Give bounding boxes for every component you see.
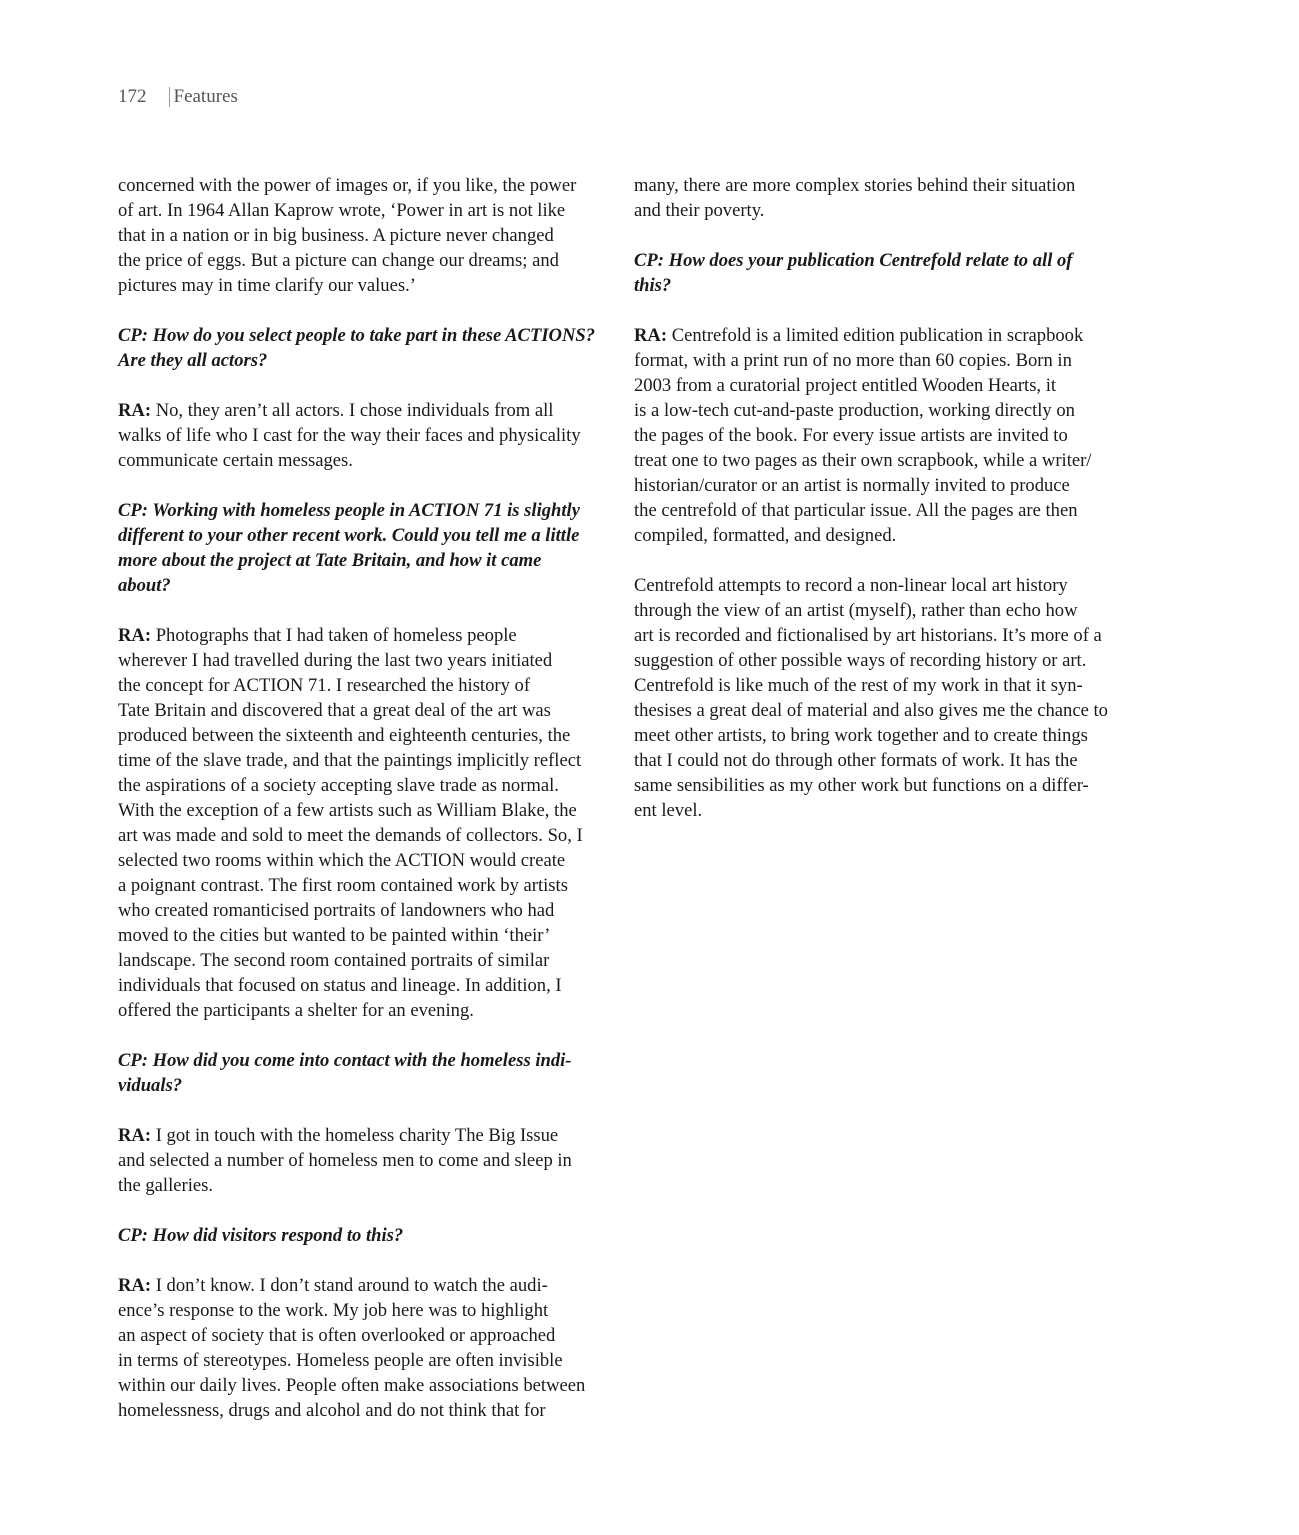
text-line: wherever I had travelled during the last two years initiated bbox=[118, 650, 553, 671]
text-line: the concept for ACTION 71. I researched the history of bbox=[118, 675, 531, 696]
text-line bbox=[634, 323, 1134, 348]
text-line: the centrefold of that particular issue. All the pages are then bbox=[634, 500, 1078, 521]
text-line bbox=[118, 398, 618, 423]
paragraph bbox=[634, 573, 1134, 823]
text-line: in terms of stereotypes. Homeless people are often invisible bbox=[118, 1350, 563, 1371]
text-line: 2003 from a curatorial project entitled Wooden Hearts, it bbox=[634, 375, 1057, 396]
text-line: homelessness, drugs and alcohol and do not think that for bbox=[118, 1400, 546, 1421]
interview-answer bbox=[634, 323, 1134, 548]
text-line bbox=[118, 1273, 618, 1298]
interview-question bbox=[118, 1048, 618, 1098]
text-line: treat one to two pages as their own scrapbook, while a writer/ bbox=[634, 450, 1092, 471]
text-line: an aspect of society that is often overlooked or approached bbox=[118, 1325, 556, 1346]
text-line: and their poverty. bbox=[634, 200, 765, 221]
text-line: CP: How did visitors respond to this? bbox=[118, 1225, 404, 1246]
interview-question bbox=[118, 323, 618, 373]
text-line: offered the participants a shelter for an evening. bbox=[118, 1000, 474, 1021]
text-line: through the view of an artist (myself), rather than echo how bbox=[634, 600, 1078, 621]
line-text: I don’t know. I don’t stand around to watch the audi- bbox=[151, 1275, 548, 1296]
interview-question bbox=[118, 498, 618, 598]
text-line: walks of life who I cast for the way their faces and physicality bbox=[118, 425, 581, 446]
text-line: the pages of the book. For every issue artists are invited to bbox=[634, 425, 1068, 446]
text-line: different to your other recent work. Could you tell me a little bbox=[118, 525, 580, 546]
text-line: about? bbox=[118, 575, 171, 596]
text-line: same sensibilities as my other work but functions on a differ- bbox=[634, 775, 1089, 796]
text-line: this? bbox=[634, 275, 672, 296]
text-line: CP: Working with homeless people in ACTION 71 is slightly bbox=[118, 500, 580, 521]
text-line: Tate Britain and discovered that a great deal of the art was bbox=[118, 700, 551, 721]
text-line: more about the project at Tate Britain, and how it came bbox=[118, 550, 542, 571]
text-line: many, there are more complex stories behind their situation bbox=[634, 175, 1076, 196]
interview-answer bbox=[118, 1123, 618, 1198]
text-line: selected two rooms within which the ACTION would create bbox=[118, 850, 566, 871]
text-line: produced between the sixteenth and eighteenth centuries, the bbox=[118, 725, 571, 746]
speaker-label: RA: bbox=[118, 625, 152, 646]
paragraph bbox=[118, 173, 618, 298]
line-text: No, they aren’t all actors. I chose individuals from all bbox=[151, 400, 554, 421]
text-line: and selected a number of homeless men to come and sleep in bbox=[118, 1150, 572, 1171]
text-line: compiled, formatted, and designed. bbox=[634, 525, 897, 546]
text-line: who created romanticised portraits of landowners who had bbox=[118, 900, 555, 921]
text-line: the price of eggs. But a picture can change our dreams; and bbox=[118, 250, 559, 271]
text-line: art was made and sold to meet the demands of collectors. So, I bbox=[118, 825, 583, 846]
line-text: I got in touch with the homeless charity The Big Issue bbox=[151, 1125, 559, 1146]
text-line: meet other artists, to bring work together and to create things bbox=[634, 725, 1088, 746]
text-line: that I could not do through other formats of work. It has the bbox=[634, 750, 1078, 771]
text-line: historian/curator or an artist is normally invited to produce bbox=[634, 475, 1070, 496]
text-line: Centrefold attempts to record a non-linear local art history bbox=[634, 575, 1068, 596]
text-line: Are they all actors? bbox=[118, 350, 268, 371]
text-line: moved to the cities but wanted to be painted within ‘their’ bbox=[118, 925, 551, 946]
speaker-label: RA: bbox=[118, 400, 152, 421]
text-line bbox=[118, 1123, 618, 1148]
text-line: individuals that focused on status and lineage. In addition, I bbox=[118, 975, 562, 996]
text-line: time of the slave trade, and that the paintings implicitly reflect bbox=[118, 750, 582, 771]
text-line: within our daily lives. People often make associations between bbox=[118, 1375, 586, 1396]
text-line: Centrefold is like much of the rest of my work in that it syn- bbox=[634, 675, 1083, 696]
speaker-label: RA: bbox=[118, 1125, 152, 1146]
interview-question bbox=[634, 248, 1134, 298]
text-line: the aspirations of a society accepting slave trade as normal. bbox=[118, 775, 559, 796]
interview-question bbox=[118, 1223, 618, 1248]
right-column bbox=[634, 173, 1134, 848]
text-line: concerned with the power of images or, if you like, the power bbox=[118, 175, 577, 196]
speaker-label: RA: bbox=[118, 1275, 152, 1296]
text-line: landscape. The second room contained portraits of similar bbox=[118, 950, 550, 971]
left-column bbox=[118, 173, 618, 1448]
line-text: Photographs that I had taken of homeless people bbox=[151, 625, 517, 646]
text-line: a poignant contrast. The first room contained work by artists bbox=[118, 875, 568, 896]
text-line: format, with a print run of no more than 60 copies. Born in bbox=[634, 350, 1072, 371]
page-number: 172 bbox=[118, 86, 147, 107]
text-line: CP: How does your publication Centrefold relate to all of bbox=[634, 250, 1073, 271]
text-line bbox=[118, 623, 618, 648]
text-line: pictures may in time clarify our values.’ bbox=[118, 275, 416, 296]
text-line: CP: How did you come into contact with the homeless indi- bbox=[118, 1050, 572, 1071]
text-line: suggestion of other possible ways of recording history or art. bbox=[634, 650, 1087, 671]
text-line: art is recorded and fictionalised by art historians. It’s more of a bbox=[634, 625, 1102, 646]
text-line: that in a nation or in big business. A picture never changed bbox=[118, 225, 554, 246]
interview-answer bbox=[118, 398, 618, 473]
text-line: communicate certain messages. bbox=[118, 450, 353, 471]
paragraph bbox=[634, 173, 1134, 223]
running-header bbox=[118, 86, 238, 108]
text-line: the galleries. bbox=[118, 1175, 213, 1196]
text-line: is a low-tech cut-and-paste production, working directly on bbox=[634, 400, 1075, 421]
speaker-label: RA: bbox=[634, 325, 668, 346]
text-line: viduals? bbox=[118, 1075, 183, 1096]
section-title: Features bbox=[173, 86, 238, 107]
text-line: CP: How do you select people to take part in these ACTIONS? bbox=[118, 325, 596, 346]
text-line: With the exception of a few artists such as William Blake, the bbox=[118, 800, 577, 821]
interview-answer bbox=[118, 1273, 618, 1423]
header-divider bbox=[169, 87, 170, 107]
text-line: of art. In 1964 Allan Kaprow wrote, ‘Power in art is not like bbox=[118, 200, 566, 221]
text-line: thesises a great deal of material and also gives me the chance to bbox=[634, 700, 1108, 721]
text-line: ent level. bbox=[634, 800, 703, 821]
text-line: ence’s response to the work. My job here was to highlight bbox=[118, 1300, 549, 1321]
line-text: Centrefold is a limited edition publication in scrapbook bbox=[667, 325, 1084, 346]
interview-answer bbox=[118, 623, 618, 1023]
